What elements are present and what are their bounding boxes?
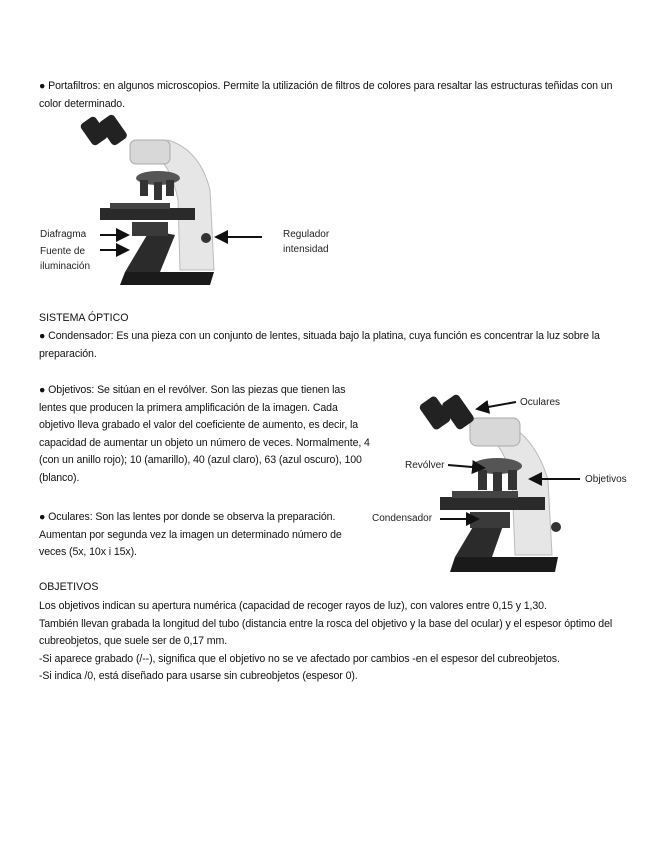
label-fuente-iluminacion: Fuente de iluminación [40,246,91,272]
objetivos-line: También llevan grabada la longitud del tubo (distancia entre la rosca del objetivo y la base del ocular) y el espesor óptimo del cubreobjetos, que suele ser de 0,17 mm. [39,617,613,647]
label-intensidad: intensidad [283,244,329,255]
paragraph-oculares: ● Oculares: Son las lentes por donde se observa la preparación. Aumentan por segunda vez la imagen un determinado número de veces (5x, 10x i 15x). [39,511,342,558]
paragraph-objetivos: ● Objetivos: Se sitúan en el revólver. Son las piezas que tienen las lentes que producen la primera amplificación de la imagen. Cada objetivo lleva grabado el valor del coeficiente de aumento, es decir, la capacidad de aumentar un objeto un número de veces. Normalmente, 4 (con un anillo rojo); 10 (amarillo), 40 (azul claro), 63 (azul oscuro), 100 (blanco). [39,384,370,484]
label-objetivos: Objetivos [585,474,627,485]
label-oculares: Oculares [520,397,561,408]
paragraph-portafiltros: ● Portafiltros: en algunos microscopios. Permite la utilización de filtros de colores para resaltar las estructuras teñidas con un color determinado. [39,80,613,110]
paragraph-objetivos-detalle [39,598,629,686]
microscope-image-2 [418,393,561,572]
objetivos-line: -Si aparece grabado (/--), significa que el objetivo no se ve afectado por cambios -en el espesor del cubreobjetos. [39,652,560,665]
label-diafragma: Diafragma [40,229,87,240]
heading-objetivos: OBJETIVOS [39,581,99,593]
label-revolver: Revólver [405,460,445,471]
objetivos-line: Los objetivos indican su apertura numérica (capacidad de recoger rayos de luz), con valores entre 0,15 y 1,30. [39,600,547,612]
label-regulador: Regulador [283,229,330,240]
heading-sistema-optico: SISTEMA ÓPTICO [39,312,129,324]
paragraph-condensador: ● Condensador: Es una pieza con un conjunto de lentes, situada bajo la platina, cuya función es concentrar la luz sobre la preparación. [39,330,600,360]
objetivos-line: -Si indica /0, está diseñado para usarse sin cubreobjetos (espesor 0). [39,670,358,682]
label-condensador: Condensador [372,513,433,524]
